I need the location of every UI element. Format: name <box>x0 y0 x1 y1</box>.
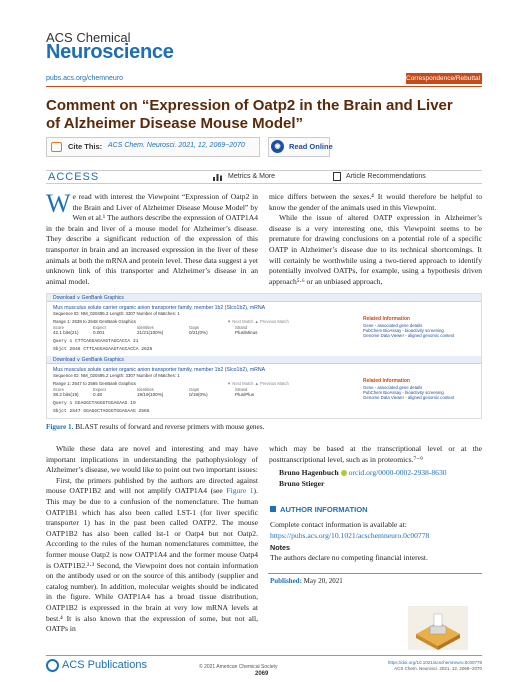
author-line <box>269 468 482 479</box>
notes-text: The authors declare no competing financial interest. <box>270 553 428 562</box>
related-link[interactable]: Gene - associated gene details <box>363 385 423 390</box>
figure-caption <box>46 423 264 431</box>
footer-citation: ACS Chem. Neurosci. 2021, 12, 2069−2070 <box>394 666 482 671</box>
column-right-top <box>269 192 482 287</box>
blast-val-expect: 0.48 <box>93 392 102 397</box>
blast-col-gaps: Gaps <box>189 387 200 392</box>
blast-nav[interactable]: ▼ Next Match ▲ Previous Match <box>227 319 289 324</box>
section-square-icon <box>270 506 276 512</box>
column-left-bottom <box>46 444 258 635</box>
related-link[interactable]: Gene - associated gene details <box>363 323 423 328</box>
article-title: Comment on “Expression of Oatp2 in the Brain and Liver of Alzheimer Disease Mouse Model” <box>46 97 453 132</box>
figure-1-link[interactable]: Figure 1 <box>226 486 254 496</box>
blast-col-expect: Expect <box>93 387 106 392</box>
author-name: Bruno Stieger <box>279 478 325 488</box>
blast-col-expect: Expect <box>93 325 106 330</box>
paragraph: First, the primers published by the authors are directed against mouse OATP1B2 and will not amplify OATP1A4 (see Figure 1). This may be due to a confusion of the nomenclature. The human OATP1B1 which has also been called LST-1 (for liver specific transporter 1) has in the past been called OATP2. The mouse OATP1B2 has also been called lst-1 or Oatp4 but not Oatp2. According to the rules of the human nomenclatures committee, the former mouse Oatp2 is now OATP1A4 and the former mouse Oatp4 is OATP1B2.²·³ Second, the Viewpoint does not contain information on the antibody used or on the source of this antibody (supplier and catalog number). In addition, molecular weights should be indicated in the figure. While OATP1A4 has a broad tissue distribution, OATP1B2 is expressed in the brain at very low mRNA levels at best.⁴ It is also known that the expression of some, but not all, OATPs in <box>46 475 258 634</box>
figure-1-blast-results <box>46 293 482 419</box>
author-information-heading: AUTHOR INFORMATION <box>280 505 368 514</box>
published-label: Published: <box>270 577 302 585</box>
read-online-icon: ◉ <box>271 140 284 153</box>
column-right-bottom <box>269 444 482 489</box>
author-name: Bruno Hagenbuch <box>279 468 339 478</box>
blast-col-strand: Strand <box>235 387 248 392</box>
access-label: ACCESS <box>48 171 100 183</box>
blast-val-score: 42.1 bits(21) <box>53 330 79 335</box>
blast-query: Query 1 CTTCAGGAGAAGTAGCACCA 21 <box>53 339 139 344</box>
paragraph: which may be based at the transcriptional level or at the posttranscriptional level, such as in proteomics.⁷⁻⁹ <box>269 444 482 464</box>
blast-col-strand: Strand <box>235 325 248 330</box>
paragraph: While the issue of altered OATP expression in Alzheimer’s disease is a very interesting one, this Viewpoint seems to be premature for drawing conclusions on a potential role of a specific OATP in Alzheimer’s disease due to its technical shortcomings. It will certainly be worthwhile using a two-tiered approach to identify potentially involved OATPs, for example, using a hypothesis driven approach⁵·⁶ or an unbiased approach, <box>269 213 482 286</box>
blast-range: Range 1: 2547 to 2565 GenBank Graphics <box>53 381 136 386</box>
figure-caption-text: BLAST results of forward and reverse primers with mouse genes. <box>75 423 265 431</box>
blast-sbjct: Sbjct 2547 GGAGGCTAGGGTGGAGAAG 2565 <box>53 409 150 414</box>
related-info-heading: Related Information <box>363 378 410 384</box>
blast-seq-id: Sequence ID: NM_020495.2 Length: 3307 Number of Matches: 1 <box>53 311 180 316</box>
blast-panel-forward <box>47 294 481 355</box>
quote-icon <box>51 142 62 152</box>
blast-val-gaps: 0/19(0%) <box>189 392 208 397</box>
blast-col-score: Score <box>53 325 64 330</box>
column-left-top <box>46 189 258 287</box>
blast-val-score: 38.2 bits(19) <box>53 392 79 397</box>
cite-link[interactable]: ACS Chem. Neurosci. 2021, 12, 2069−2070 <box>108 142 245 149</box>
intro-paragraph: e read with interest the Viewpoint “Expression of Oatp2 in the Brain and Liver of Alzheimer Disease Mouse Model” by Wen et al.¹ The authors describe the expression of OATP1A4 in the brain and liver of a mouse model for Alzheimer’s disease. They describe a significant reduction of the expression of this transporter in brain and an increased expression in the liver of these animals at both the mRNA and protein level. These data suggest a yet unknown link of this transporter and Alzheimer’s disease in an animal model. <box>46 192 258 286</box>
blast-col-gaps: Gaps <box>189 325 200 330</box>
published-divider <box>268 573 482 574</box>
related-link[interactable]: Genome Data Viewer - aligned genomic context <box>363 333 455 338</box>
journal-name-line1: ACS Chemical <box>46 30 131 45</box>
notes-heading: Notes <box>270 543 290 552</box>
blast-query: Query 1 GGAGGCTAGGGTGGAGAAG 19 <box>53 401 136 406</box>
dropcap: W <box>46 189 71 218</box>
blast-seq-id: Sequence ID: NM_020495.2 Length: 3307 Number of Matches: 1 <box>53 373 180 378</box>
related-link[interactable]: PubChem BioAssay - bioactivity screening <box>363 390 444 395</box>
contact-block <box>270 520 482 541</box>
page-number: 2069 <box>255 671 269 677</box>
related-link[interactable]: Genome Data Viewer - aligned genomic context <box>363 395 455 400</box>
document-icon <box>333 172 341 181</box>
contact-text: Complete contact information is available at: <box>270 520 407 529</box>
blast-col-identities: Identities <box>137 325 154 330</box>
blast-val-expect: 0.001 <box>93 330 105 335</box>
blast-col-score: Score <box>53 387 64 392</box>
paragraph: While these data are novel and interesting and may have important implications in understanding the pathophysiology of Alzheimer’s disease, we would like to point out two important issues: <box>46 444 258 475</box>
recommendations-link[interactable]: Article Recommendations <box>346 173 426 180</box>
published-date: May 20, 2021 <box>303 577 343 585</box>
metrics-link[interactable]: Metrics & More <box>228 173 276 180</box>
blast-col-identities: Identities <box>137 387 154 392</box>
footer-divider <box>46 655 482 656</box>
related-info-heading: Related Information <box>363 316 410 322</box>
blast-sbjct: Sbjct 2648 CTTCAGGAGAAGTAGCACCA 2628 <box>53 347 153 352</box>
journal-url-link[interactable]: pubs.acs.org/chemneuro <box>46 75 124 82</box>
acs-logo-icon <box>46 659 59 672</box>
related-link[interactable]: PubChem BioAssay - bioactivity screening <box>363 328 444 333</box>
bar-chart-icon <box>213 173 222 181</box>
contact-url-link[interactable]: https://pubs.acs.org/10.1021/acschemneuro.0c00778 <box>270 530 430 540</box>
journal-name-line2: Neuroscience <box>46 41 174 63</box>
footer-doi-link[interactable]: https://doi.org/10.1021/acschemneuro.0c00778 <box>387 660 482 665</box>
blast-gene-name: Mus musculus solute carrier organic anion transporter family, member 1b2 (Slco1b2), mRNA <box>53 305 266 311</box>
blast-val-strand: Plus/Plus <box>235 392 255 397</box>
blast-val-identities: 19/19(100%) <box>137 392 164 397</box>
figure-caption-label: Figure 1. <box>46 423 74 431</box>
paragraph: mice differs between the sexes.⁴ It would therefore be helpful to know the gender of the animals used in this Viewpoint. <box>269 192 482 212</box>
blast-toolbar[interactable]: Download ∨ GenBank Graphics <box>47 294 481 302</box>
blast-val-identities: 21/21(100%) <box>137 330 164 335</box>
article-thumbnail-graphic <box>408 606 468 650</box>
blast-toolbar[interactable]: Download ∨ GenBank Graphics <box>47 356 481 364</box>
header-divider <box>46 86 482 87</box>
read-online-label[interactable]: Read Online <box>289 142 333 151</box>
orcid-link[interactable]: orcid.org/0000-0002-2938-8630 <box>348 468 447 478</box>
category-badge: Correspondence/Rebuttal <box>406 75 481 82</box>
blast-val-strand: Plus/Minus <box>235 330 258 335</box>
blast-nav[interactable]: ▼ Next Match ▲ Previous Match <box>227 381 289 386</box>
orcid-icon <box>341 470 347 476</box>
blast-panel-reverse <box>47 356 481 417</box>
cite-label: Cite This: <box>68 142 103 151</box>
blast-gene-name: Mus musculus solute carrier organic anion transporter family, member 1b2 (Slco1b2), mRNA <box>53 367 266 373</box>
copyright: © 2021 American Chemical Society <box>199 664 278 670</box>
publisher-name: ACS Publications <box>62 659 147 671</box>
author-line <box>269 479 482 490</box>
published-line <box>270 577 343 585</box>
blast-val-gaps: 0/21(0%) <box>189 330 208 335</box>
blast-range: Range 1: 2638 to 2648 GenBank Graphics <box>53 319 136 324</box>
